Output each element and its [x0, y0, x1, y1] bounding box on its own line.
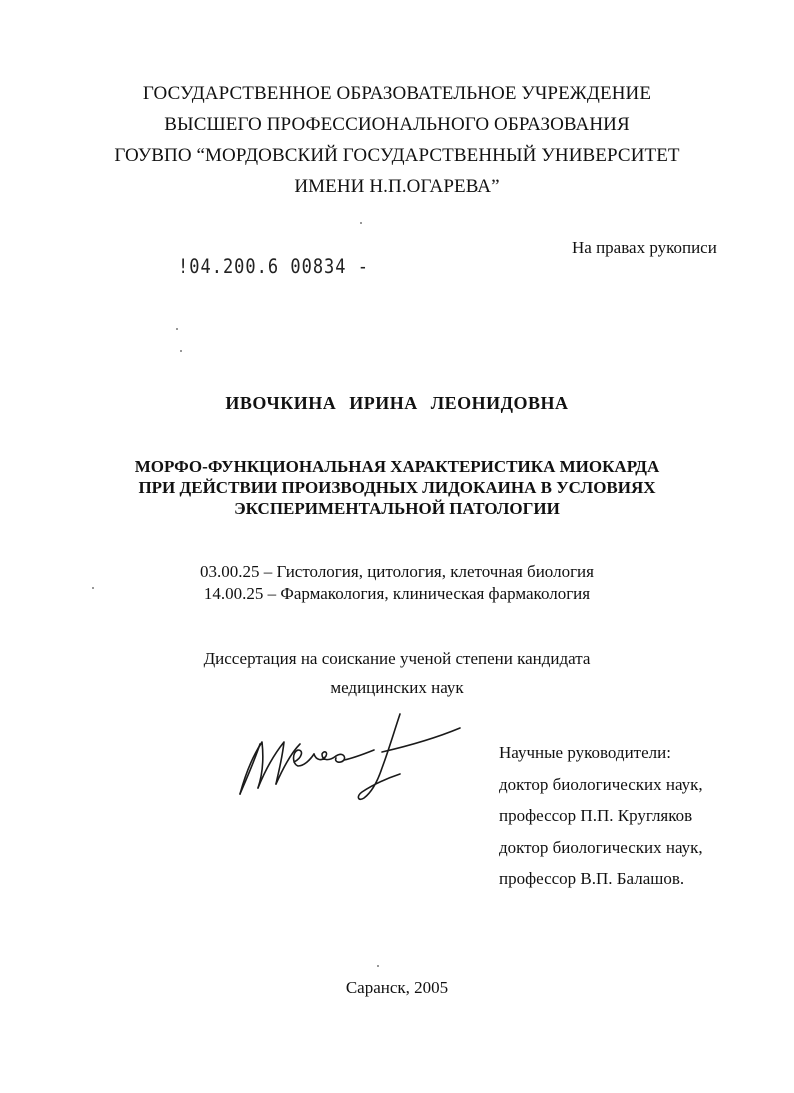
scan-speck [360, 222, 362, 224]
scan-speck [377, 965, 379, 967]
degree-line: медицинских наук [330, 678, 464, 697]
supervisor-line: доктор биологических наук, [499, 774, 703, 794]
supervisors-heading: Научные руководители: [499, 743, 671, 762]
supervisor-line: доктор биологических наук, [499, 837, 703, 857]
dissertation-title [0, 456, 794, 519]
degree-line: Диссертация на соискание ученой степени кандидата [203, 649, 591, 668]
city-year: Саранск, 2005 [345, 978, 449, 997]
specialty-line: 03.00.25 – Гистология, цитология, клеточная биология [200, 562, 594, 581]
specialty-line: 14.00.25 – Фармакология, клиническая фармакология [203, 584, 591, 603]
registration-stamp: !04.200.6 00834 - [178, 255, 369, 279]
scan-speck [176, 328, 178, 330]
title-line: ЭКСПЕРИМЕНТАЛЬНОЙ ПАТОЛОГИИ [234, 499, 560, 518]
title-line: ПРИ ДЕЙСТВИИ ПРОИЗВОДНЫХ ЛИДОКАИНА В УСЛОВИЯХ [138, 478, 656, 497]
institution-line: ГОСУДАРСТВЕННОЕ ОБРАЗОВАТЕЛЬНОЕ УЧРЕЖДЕНИЕ [142, 83, 652, 104]
rights-note: На правах рукописи [572, 238, 717, 257]
author-name: ИВОЧКИНА ИРИНА ЛЕОНИДОВНА [225, 393, 569, 413]
supervisor-line: профессор П.П. Кругляков [499, 806, 693, 825]
supervisor-line: профессор В.П. Балашов. [499, 869, 685, 888]
degree-statement [0, 644, 794, 702]
scan-speck [180, 350, 182, 352]
title-line: МОРФО-ФУНКЦИОНАЛЬНАЯ ХАРАКТЕРИСТИКА МИОКАРДА [134, 457, 660, 476]
institution-line: ГОУВПО “МОРДОВСКИЙ ГОСУДАРСТВЕННЫЙ УНИВЕРСИТЕТ [114, 145, 680, 166]
institution-line: ИМЕНИ Н.П.ОГАРЕВА” [294, 176, 500, 197]
institution-line: ВЫСШЕГО ПРОФЕССИОНАЛЬНОГО ОБРАЗОВАНИЯ [164, 114, 630, 135]
specialty-codes [0, 561, 794, 605]
scan-speck [92, 587, 94, 589]
institution-header [0, 78, 794, 202]
supervisors-block [499, 737, 703, 895]
author-signature [232, 702, 472, 812]
